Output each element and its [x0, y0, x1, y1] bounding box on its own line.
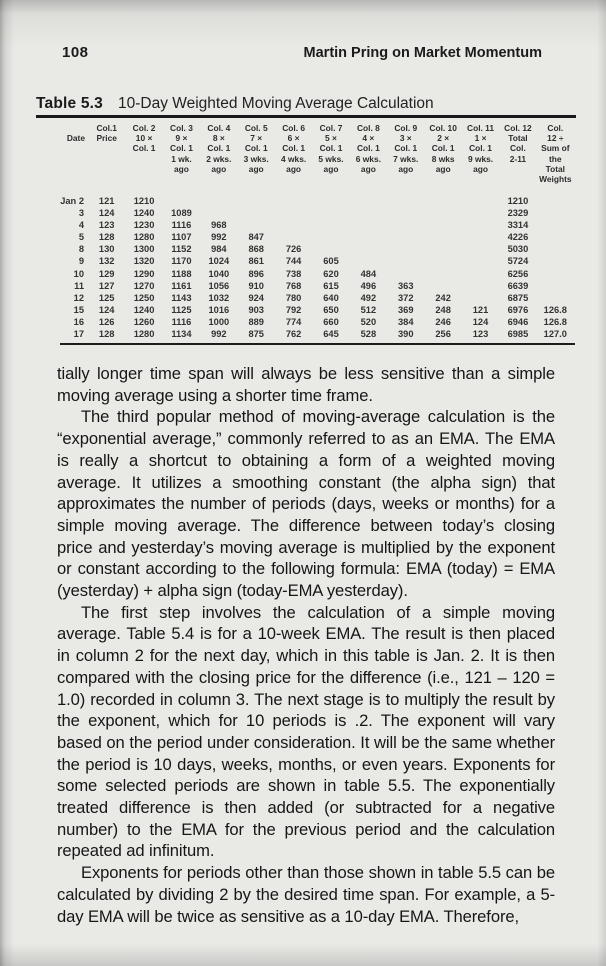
- value-cell: [350, 219, 387, 231]
- value-cell: 363: [398, 280, 414, 291]
- value-cell: 1240: [133, 208, 155, 219]
- value-cell: 6875: [507, 292, 529, 303]
- value-cell: [462, 231, 499, 243]
- value-cell: [238, 207, 275, 219]
- column-header: Col. 9 3 × Col. 1 7 wks. ago: [393, 123, 419, 174]
- column-header: Col. 8 4 × Col. 1 6 wks. ago: [355, 123, 381, 174]
- value-cell: [275, 219, 312, 231]
- value-cell: 1320: [133, 256, 155, 267]
- date-cell: 12: [73, 292, 84, 303]
- value-cell: 6256: [507, 268, 529, 279]
- value-cell: 1300: [133, 244, 155, 255]
- date-cell: 11: [74, 280, 84, 291]
- value-cell: 125: [98, 292, 115, 303]
- value-cell: [387, 219, 424, 231]
- table-top-rule: [36, 115, 576, 118]
- column-header: Col.1 Price: [96, 123, 117, 144]
- value-cell: [424, 280, 461, 292]
- value-cell: 861: [248, 256, 264, 267]
- value-cell: 1250: [133, 292, 155, 303]
- value-cell: 924: [248, 292, 264, 303]
- value-cell: [462, 280, 499, 292]
- value-cell: 128: [98, 329, 115, 340]
- value-cell: [537, 243, 574, 255]
- paragraph: Exponents for periods other than those shown in table 5.5 can be calculated by dividing 2 by the desired time span. For example, a 5-day EMA will be twice as sensitive as a 10-day EMA. Therefore,: [57, 863, 555, 926]
- value-cell: 6976: [507, 304, 529, 315]
- value-cell: 127.0: [543, 329, 567, 340]
- value-cell: [238, 195, 275, 207]
- page-number: 108: [62, 44, 89, 61]
- value-cell: 1116: [171, 316, 192, 327]
- value-cell: [537, 195, 574, 207]
- value-cell: [537, 231, 574, 243]
- value-cell: [424, 219, 461, 231]
- value-cell: [462, 243, 499, 255]
- date-cell: 10: [73, 268, 84, 279]
- body-text: [57, 363, 555, 927]
- value-cell: [350, 207, 387, 219]
- value-cell: 780: [285, 292, 302, 303]
- value-cell: 903: [248, 304, 264, 315]
- value-cell: [312, 195, 349, 207]
- value-cell: 1040: [208, 268, 230, 279]
- value-cell: 1290: [133, 268, 155, 279]
- value-cell: 1143: [171, 292, 192, 303]
- running-head-title: Martin Pring on Market Momentum: [303, 45, 542, 61]
- value-cell: 1134: [171, 329, 192, 340]
- value-cell: 744: [285, 256, 302, 267]
- value-cell: 1024: [208, 256, 230, 267]
- value-cell: 129: [98, 268, 115, 279]
- value-cell: [537, 292, 574, 304]
- value-cell: 123: [472, 329, 489, 340]
- value-cell: 1125: [171, 304, 192, 315]
- value-cell: 910: [248, 280, 264, 291]
- value-cell: 6946: [507, 316, 529, 327]
- value-cell: 520: [360, 316, 377, 327]
- value-cell: 1270: [133, 280, 155, 291]
- value-cell: [275, 207, 312, 219]
- value-cell: 512: [360, 304, 377, 315]
- value-cell: [537, 268, 574, 280]
- value-cell: 492: [360, 292, 377, 303]
- value-cell: [462, 195, 499, 207]
- value-cell: 1280: [133, 329, 155, 340]
- value-cell: [387, 195, 424, 207]
- table-caption: [36, 95, 434, 113]
- value-cell: 128: [98, 232, 115, 243]
- column-header: Col. 4 8 × Col. 1 2 wks. ago: [206, 123, 232, 174]
- date-cell: 5: [78, 232, 84, 243]
- value-cell: 889: [248, 316, 264, 327]
- value-cell: 127: [98, 280, 115, 291]
- value-cell: 1161: [171, 280, 192, 291]
- value-cell: 620: [323, 268, 339, 279]
- value-cell: 126.8: [543, 304, 567, 315]
- value-cell: [238, 219, 275, 231]
- value-cell: 242: [435, 292, 451, 303]
- value-cell: [537, 207, 574, 219]
- value-cell: [200, 195, 237, 207]
- value-cell: 615: [323, 280, 339, 291]
- value-cell: [350, 243, 387, 255]
- column-header: Col. 6 6 × Col. 1 4 wks. ago: [281, 123, 307, 174]
- value-cell: 762: [285, 329, 302, 340]
- value-cell: [462, 219, 499, 231]
- column-header: Col. 12 Total Col. 2-11: [504, 123, 532, 164]
- value-cell: 875: [248, 329, 264, 340]
- value-cell: [424, 231, 461, 243]
- date-cell: Jan 2: [60, 196, 84, 206]
- table-label: Table 5.3: [36, 95, 103, 112]
- value-cell: [350, 255, 387, 267]
- value-cell: 868: [248, 244, 264, 255]
- value-cell: 992: [211, 329, 227, 340]
- value-cell: 121: [98, 196, 115, 206]
- value-cell: [424, 255, 461, 267]
- value-cell: [462, 255, 499, 267]
- value-cell: 896: [248, 268, 264, 279]
- value-cell: 1260: [133, 316, 155, 327]
- value-cell: [312, 231, 349, 243]
- column-header: Col. 2 10 × Col. 1: [132, 123, 156, 154]
- paragraph: The first step involves the calculation of a simple moving average. Table 5.4 is for a 10-week EMA. The result is then placed in column 2 for the next day, which in this table is Jan. 2. It is then compared with the closing price for the difference (i.e., 121 – 120 = 1.0) recorded in column 3. The next stage is to multiply the result by the exponent, which for 10 periods is .2. The exponent will vary based on the period under consideration. It will be the same whether the period is 10 days, weeks, months, or even years. Exponents for some selected periods are shown in table 5.5. The exponentially treated difference is then added (or subtracted for a negative number) to the EMA for the previous period and the calculation repeated ad infinitum.: [57, 602, 555, 861]
- value-cell: 1188: [171, 268, 192, 279]
- value-cell: 984: [211, 244, 227, 255]
- weighted-moving-average-table: [50, 123, 574, 340]
- value-cell: [424, 195, 461, 207]
- value-cell: [462, 268, 499, 280]
- column-header: Col. 3 9 × Col. 1 1 wk. ago: [170, 123, 193, 174]
- value-cell: 484: [360, 268, 377, 279]
- date-cell: 17: [73, 329, 84, 340]
- value-cell: 650: [323, 304, 339, 315]
- value-cell: [537, 219, 574, 231]
- value-cell: [350, 231, 387, 243]
- value-cell: [462, 292, 499, 304]
- paragraph: The third popular method of moving-average calculation is the “exponential average,” commonly referred to as an EMA. The EMA is really a shortcut to obtaining a form of a weighted moving average. It utilizes a smoothing constant (the alpha sign) that approximates the number of periods (days, weeks or months) for a simple moving average. The difference between today’s closing price and yesterday’s moving average is multiplied by the exponent or constant according to the following formula: EMA (today) = EMA (yesterday) + alpha sign (today-EMA yesterday).: [57, 407, 555, 601]
- value-cell: 1089: [171, 208, 192, 219]
- value-cell: 372: [398, 292, 414, 303]
- value-cell: 256: [435, 329, 451, 340]
- value-cell: 1210: [133, 196, 155, 206]
- value-cell: [424, 268, 461, 280]
- table-title: 10-Day Weighted Moving Average Calculation: [118, 95, 434, 112]
- value-cell: [387, 231, 424, 243]
- value-cell: 132: [98, 256, 115, 267]
- value-cell: 1056: [208, 280, 230, 291]
- value-cell: [387, 268, 424, 280]
- value-cell: 1210: [507, 196, 529, 206]
- value-cell: 126.8: [543, 316, 567, 327]
- value-cell: 246: [435, 316, 451, 327]
- value-cell: 123: [98, 220, 115, 231]
- value-cell: [275, 231, 312, 243]
- value-cell: 1152: [171, 244, 192, 255]
- value-cell: 126: [98, 316, 115, 327]
- value-cell: 121: [472, 304, 489, 315]
- value-cell: 4226: [507, 232, 529, 243]
- value-cell: [537, 280, 574, 292]
- date-cell: 16: [73, 316, 84, 327]
- value-cell: 390: [398, 329, 414, 340]
- date-cell: 9: [78, 256, 84, 267]
- date-cell: 8: [78, 244, 84, 255]
- value-cell: 660: [323, 316, 339, 327]
- value-cell: 3314: [507, 220, 529, 231]
- column-header: Col. 7 5 × Col. 1 5 wks. ago: [318, 123, 344, 174]
- value-cell: 384: [398, 316, 414, 327]
- value-cell: [312, 243, 349, 255]
- value-cell: 726: [285, 244, 302, 255]
- date-cell: 4: [78, 220, 84, 231]
- value-cell: 1116: [171, 220, 192, 231]
- value-cell: [350, 195, 387, 207]
- value-cell: 792: [285, 304, 302, 315]
- value-cell: [462, 207, 499, 219]
- column-header: Col. 11 1 × Col. 1 9 wks. ago: [467, 123, 495, 174]
- value-cell: [312, 207, 349, 219]
- value-cell: 1280: [133, 232, 155, 243]
- value-cell: 496: [360, 280, 377, 291]
- value-cell: 605: [323, 256, 339, 267]
- value-cell: [163, 195, 200, 207]
- value-cell: 774: [285, 316, 302, 327]
- value-cell: 5724: [507, 256, 529, 267]
- running-head: [62, 44, 542, 61]
- column-header: Date: [66, 133, 85, 143]
- value-cell: [312, 219, 349, 231]
- value-cell: [387, 207, 424, 219]
- value-cell: 640: [323, 292, 339, 303]
- value-cell: 528: [360, 329, 377, 340]
- value-cell: 645: [323, 329, 339, 340]
- value-cell: [275, 195, 312, 207]
- value-cell: 124: [98, 208, 115, 219]
- value-cell: 124: [472, 316, 489, 327]
- value-cell: 1107: [171, 232, 192, 243]
- value-cell: 5030: [507, 244, 529, 255]
- value-cell: 369: [398, 304, 414, 315]
- value-cell: 968: [211, 220, 227, 231]
- value-cell: 1016: [208, 304, 230, 315]
- date-cell: 15: [73, 304, 84, 315]
- value-cell: 248: [435, 304, 451, 315]
- column-header: Col. 10 2 × Col. 1 8 wks ago: [429, 123, 457, 174]
- value-cell: 1230: [133, 220, 155, 231]
- value-cell: 1240: [133, 304, 155, 315]
- value-cell: [424, 207, 461, 219]
- paragraph: tially longer time span will always be less sensitive than a simple moving average using a shorter time frame.: [57, 364, 555, 405]
- column-header: Col. 5 7 × Col. 1 3 wks. ago: [243, 123, 269, 174]
- value-cell: 1000: [208, 316, 230, 327]
- value-cell: 738: [285, 268, 302, 279]
- value-cell: 768: [285, 280, 302, 291]
- date-cell: 3: [78, 208, 84, 219]
- value-cell: [387, 243, 424, 255]
- value-cell: 2329: [507, 208, 529, 219]
- value-cell: [387, 255, 424, 267]
- value-cell: 1170: [171, 256, 192, 267]
- value-cell: [200, 207, 237, 219]
- value-cell: 992: [211, 232, 227, 243]
- value-cell: 1032: [208, 292, 230, 303]
- value-cell: 124: [98, 304, 115, 315]
- value-cell: 847: [248, 232, 264, 243]
- value-cell: 130: [98, 244, 115, 255]
- value-cell: 6985: [507, 329, 529, 340]
- column-header: Col. 12 ÷ Sum of the Total Weights: [539, 123, 572, 185]
- value-cell: [537, 255, 574, 267]
- value-cell: 6639: [507, 280, 529, 291]
- table-bottom-rule: [60, 343, 575, 345]
- value-cell: [424, 243, 461, 255]
